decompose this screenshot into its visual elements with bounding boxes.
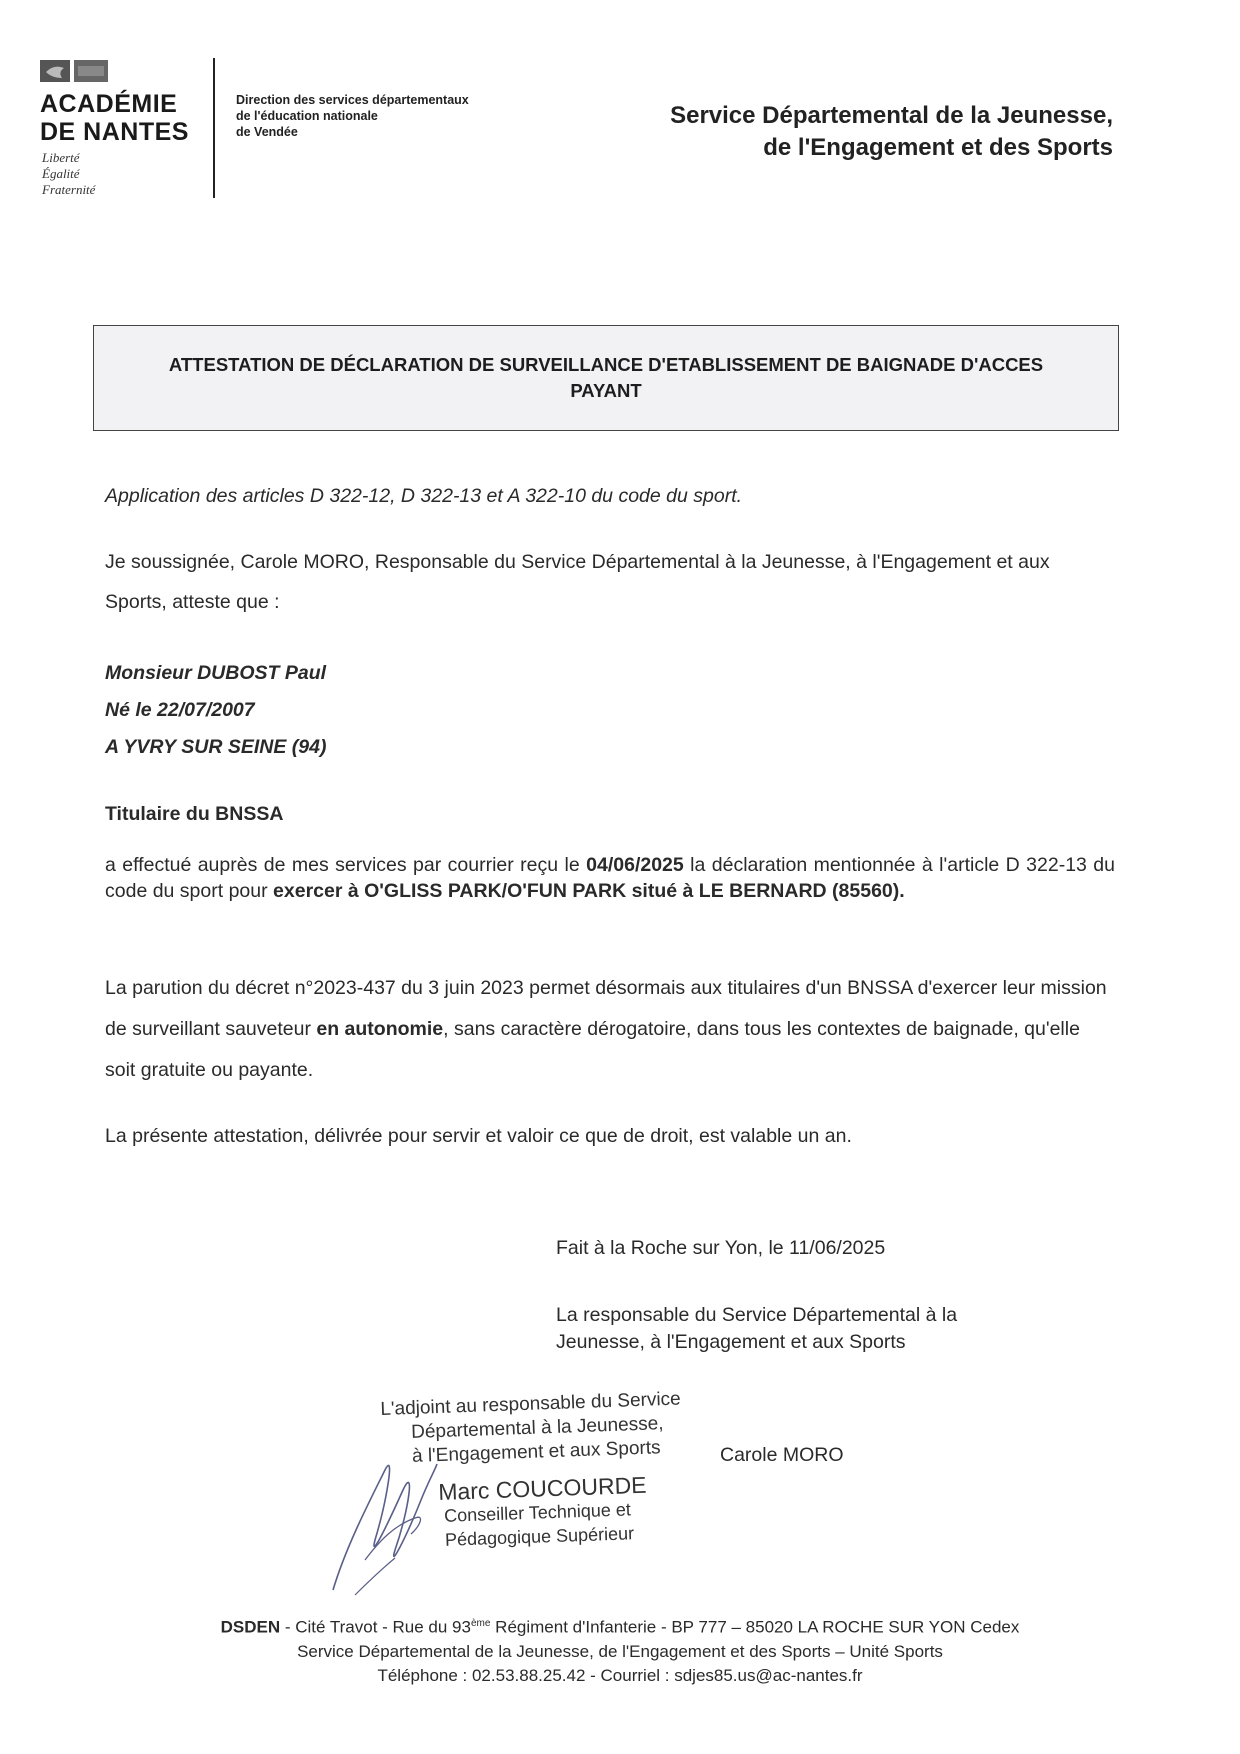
- stamp-line3: à l'Engagement et aux Sports: [411, 1437, 661, 1467]
- motto-liberte: Liberté: [42, 150, 80, 165]
- person-name: Monsieur DUBOST Paul: [105, 662, 327, 684]
- footer-contact: Téléphone : 02.53.88.25.42 - Courriel : sdjes85.us@ac-nantes.fr: [377, 1665, 863, 1685]
- footer-address-1: - Cité Travot - Rue du 93: [280, 1617, 471, 1637]
- footer-address-2: Régiment d'Infanterie - BP 777 – 85020 LA ROCHE SUR YON Cedex: [490, 1617, 1020, 1637]
- direction-line3: de Vendée: [236, 125, 298, 139]
- service-title: [670, 100, 1113, 164]
- footer: [0, 1612, 1240, 1688]
- decree-paragraph: [105, 968, 1115, 1091]
- document-title: [149, 352, 1063, 404]
- stamp-name: Marc COUCOURDE: [437, 1471, 647, 1506]
- place-and-date: Fait à la Roche sur Yon, le 11/06/2025: [556, 1237, 886, 1259]
- footer-address: [0, 1612, 1240, 1640]
- decree-text-1: La parution du décret n°2023-437 du 3 juin 2023 permet désormais aux titulaires d'un BNSSA d'exercer leur mission de surveillant sauveteur: [105, 977, 1107, 1040]
- stamp-title1: Conseiller Technique et: [443, 1499, 632, 1526]
- qualification: Titulaire du BNSSA: [105, 803, 284, 825]
- footer-service: Service Départemental de la Jeunesse, de l'Engagement et des Sports – Unité Sports: [297, 1641, 943, 1661]
- stamp-line1: L'adjoint au responsable du Service: [380, 1388, 682, 1420]
- birth-date: Né le 22/07/2007: [105, 699, 255, 721]
- header-divider: [213, 58, 215, 198]
- marianne-logo-icon: [40, 58, 110, 84]
- decree-text-2: , sans caractère dérogatoire, dans tous les contextes de baignade, qu'elle soit gratuite ou payante.: [105, 1018, 1080, 1081]
- signatory-name: Carole MORO: [720, 1444, 844, 1466]
- motto-fraternite: Fraternité: [42, 182, 96, 197]
- declaration-date: 04/06/2025: [586, 854, 684, 876]
- validity-statement: La présente attestation, délivrée pour servir et valoir ce que de droit, est valable un an.: [105, 1125, 852, 1147]
- document-title-box: [93, 325, 1119, 431]
- direction-block: [236, 92, 469, 140]
- title-line2: PAYANT: [570, 380, 642, 401]
- declaration-text-1: a effectué auprès de mes services par courrier reçu le: [105, 854, 587, 876]
- birth-place: A YVRY SUR SEINE (94): [105, 736, 327, 758]
- role-line1: La responsable du Service Départemental à la: [556, 1304, 958, 1326]
- footer-address-sup: ème: [470, 1618, 491, 1629]
- decree-autonomy: en autonomie: [316, 1018, 444, 1040]
- stamp-title2: Pédagogique Supérieur: [444, 1523, 635, 1550]
- service-line2: de l'Engagement et des Sports: [763, 134, 1113, 161]
- declaration-place: exercer à O'GLISS PARK/O'FUN PARK situé à LE BERNARD (85560).: [273, 880, 905, 902]
- declaration-paragraph: [105, 852, 1115, 904]
- application-articles: Application des articles D 322-12, D 322-13 et A 322-10 du code du sport.: [105, 485, 743, 507]
- service-line1: Service Départemental de la Jeunesse,: [670, 102, 1113, 129]
- title-line1: ATTESTATION DE DÉCLARATION DE SURVEILLANCE D'ETABLISSEMENT DE BAIGNADE D'ACCES: [168, 354, 1044, 375]
- stamp-line2: Départemental à la Jeunesse,: [410, 1413, 664, 1443]
- direction-line2: de l'éducation nationale: [236, 109, 378, 123]
- academy-line1: ACADÉMIE: [40, 90, 178, 118]
- intro-paragraph: Je soussignée, Carole MORO, Responsable du Service Départemental à la Jeunesse, à l'Engagement et aux Sports, atteste que :: [105, 551, 1050, 613]
- direction-line1: Direction des services départementaux: [236, 93, 469, 107]
- motto-egalite: Égalité: [42, 166, 80, 181]
- handwritten-signature-icon: [325, 1430, 475, 1600]
- academy-line2: DE NANTES: [40, 118, 189, 146]
- declaration-text-2: la déclaration mentionnée à l'article D 322-13 du code du sport pour: [105, 854, 1115, 902]
- role-line2: Jeunesse, à l'Engagement et aux Sports: [556, 1331, 906, 1353]
- person-identity: [105, 655, 1115, 766]
- signatory-role: [556, 1302, 1076, 1356]
- republic-motto: [42, 150, 95, 198]
- academy-name: [40, 90, 189, 146]
- footer-org: DSDEN: [220, 1617, 281, 1637]
